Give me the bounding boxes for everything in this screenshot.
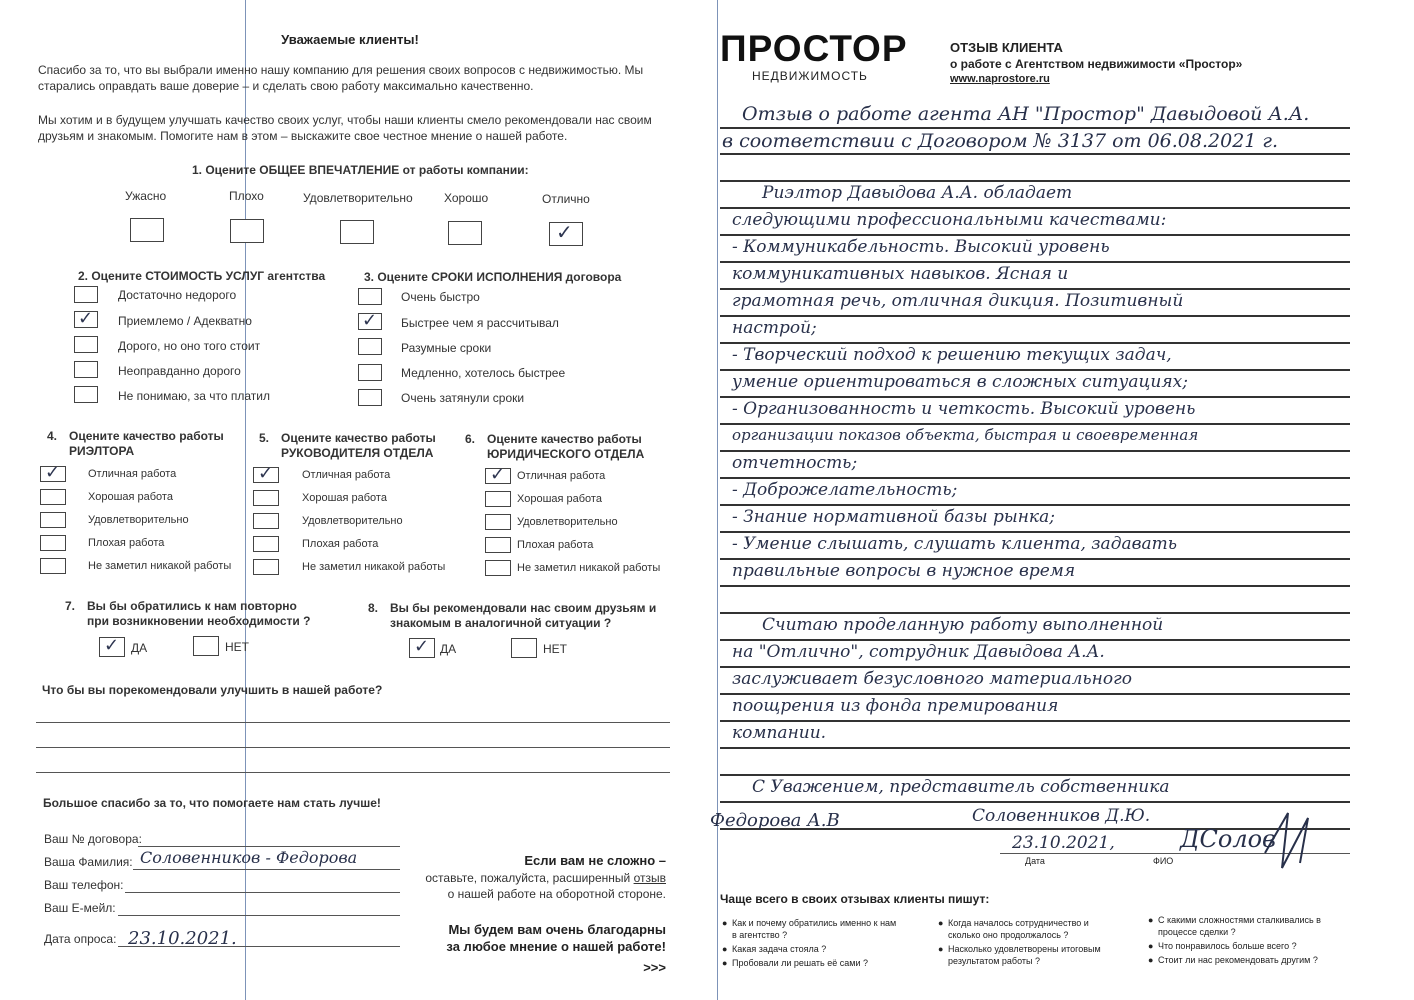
handwritten-line: С Уважением, представитель собственника: [752, 777, 1170, 797]
q8-title-line2: знакомым в аналогичной ситуации ?: [390, 616, 612, 630]
checkmark-icon: ✓: [45, 462, 61, 483]
footer-column: [722, 917, 902, 969]
q5-option-label: Плохая работа: [302, 538, 379, 550]
q5-title-line1: Оцените качество работы: [281, 431, 436, 445]
q5-option-label: Не заметил никакой работы: [302, 561, 446, 573]
q6-option-label: Хорошая работа: [517, 493, 602, 505]
survey-header: Уважаемые клиенты!: [281, 32, 419, 47]
q3-title: 3. Оцените СРОКИ ИСПОЛНЕНИЯ договора: [364, 270, 622, 284]
handwritten-line: настрой;: [732, 318, 817, 338]
ruled-line: [720, 693, 1350, 695]
ruled-line: [720, 288, 1350, 290]
ruled-line: [720, 207, 1350, 209]
handwritten-line: умение ориентироваться в сложных ситуациях;: [732, 372, 1188, 392]
handwritten-line: Соловенников Д.Ю.: [972, 806, 1151, 826]
q6-option-label: Удовлетворительно: [517, 516, 618, 528]
q4-title-line2: РИЭЛТОРА: [69, 444, 135, 458]
q4-option-label: Не заметил никакой работы: [88, 560, 232, 572]
ruled-line: [720, 342, 1350, 344]
review-subtitle: о работе с Агентством недвижимости «Простор»: [950, 57, 1243, 71]
ruled-line: [720, 612, 1350, 614]
surname-value: Соловенников - Федорова: [140, 848, 358, 867]
footer-item: ● Пробовали ли решать её сами ?: [722, 958, 868, 968]
ruled-line: [720, 774, 1350, 776]
footer-item: ● Что понравилось больше всего ?: [1148, 941, 1297, 951]
q2-option-label: Приемлемо / Адекватно: [118, 314, 252, 328]
q2-option-label: Достаточно недорого: [118, 288, 237, 302]
phone-field-label: Ваш телефон:: [44, 878, 124, 892]
checkmark-icon: ✓: [258, 463, 274, 484]
q5-title-line2: РУКОВОДИТЕЛЯ ОТДЕЛА: [281, 446, 434, 460]
checkmark-icon: ✓: [414, 636, 430, 657]
q6-option-label: Плохая работа: [517, 539, 594, 551]
q1-option-label: Ужасно: [125, 189, 167, 203]
q2-checkbox[interactable]: [74, 386, 98, 403]
q6-checkbox[interactable]: [485, 491, 511, 507]
note-line2: о нашей работе на оборотной стороне.: [447, 887, 666, 901]
q6-title-line2: ЮРИДИЧЕСКОГО ОТДЕЛА: [487, 447, 645, 461]
footer-title: Чаще всего в своих отзывах клиенты пишут:: [720, 892, 990, 906]
handwritten-line: заслуживает безусловного материального: [732, 669, 1132, 689]
answer-line[interactable]: [36, 722, 670, 723]
answer-line[interactable]: [36, 772, 670, 773]
ruled-line: [720, 153, 1350, 155]
phone-field[interactable]: [125, 892, 400, 893]
signature-image: ДСолов: [1180, 825, 1277, 853]
q6-option-label: Не заметил никакой работы: [517, 562, 661, 574]
bullet-icon: ●: [722, 918, 728, 928]
q5-option-label: Хорошая работа: [302, 492, 387, 504]
answer-line[interactable]: [36, 747, 670, 748]
bullet-icon: ●: [1148, 941, 1154, 951]
checkmark-icon: ✓: [556, 220, 573, 244]
intro-paragraph-1: Спасибо за то, что вы выбрали именно нашу компанию для решения своих вопросов с недвижимостью. Мы старались оправдать ваше доверие – и сделать свою работу максимально качественно.: [38, 63, 644, 93]
q4-checkbox[interactable]: [40, 512, 66, 528]
q7-yes-label: ДА: [131, 641, 148, 655]
footer-item: ● Стоит ли нас рекомендовать другим ?: [1148, 955, 1318, 965]
q2-checkbox[interactable]: [74, 361, 98, 378]
bullet-icon: ●: [1148, 915, 1154, 925]
ruled-line: [720, 558, 1350, 560]
q1-checkbox[interactable]: [340, 220, 374, 244]
ruled-line: [720, 396, 1350, 398]
q3-checkbox[interactable]: [358, 389, 382, 406]
footer-column: [938, 917, 1118, 967]
q4-option-label: Отличная работа: [88, 468, 177, 480]
handwritten-line: поощрения из фонда премирования: [732, 696, 1059, 716]
q4-option-label: Плохая работа: [88, 537, 165, 549]
bullet-icon: ●: [1148, 955, 1154, 965]
handwritten-line: организации показов объекта, быстрая и своевременная: [732, 426, 1199, 444]
handwritten-line: - Умение слышать, слушать клиента, задавать: [732, 534, 1178, 554]
ruled-line: [720, 369, 1350, 371]
ruled-line: [720, 531, 1350, 533]
handwritten-line: Отзыв о работе агента АН "Простор" Давыдовой А.А.: [742, 103, 1310, 125]
ruled-line: [720, 639, 1350, 641]
q1-option-label: Отлично: [542, 192, 590, 206]
q6-option-label: Отличная работа: [517, 470, 606, 482]
ruled-line: [720, 127, 1350, 129]
bullet-icon: ●: [938, 944, 944, 954]
q5-number: 5.: [259, 431, 270, 445]
q4-number: 4.: [47, 429, 58, 443]
ruled-line: [720, 504, 1350, 506]
q4-title-line1: Оцените качество работы: [69, 429, 224, 443]
bullet-icon: ●: [938, 918, 944, 928]
contract-field[interactable]: [138, 846, 400, 847]
handwritten-line: компании.: [732, 723, 827, 743]
q5-checkbox[interactable]: [253, 559, 279, 575]
bullet-icon: ●: [722, 944, 728, 954]
q8-title-line1: Вы бы рекомендовали нас своим друзьям и: [390, 601, 657, 615]
handwritten-line: - Организованность и четкость. Высокий уровень: [732, 399, 1196, 419]
footer-item: ● С какими сложностями сталкивались в процессе сделки ?: [1148, 915, 1321, 937]
q2-option-label: Дорого, но оно того стоит: [118, 339, 261, 353]
q4-checkbox[interactable]: [40, 489, 66, 505]
handwritten-line: в соответствии с Договором № 3137 от 06.08.2021 г.: [722, 130, 1279, 152]
thanks-text: Большое спасибо за то, что помогаете нам стать лучше!: [43, 796, 381, 810]
q1-checkbox[interactable]: [130, 218, 164, 242]
ruled-line: [720, 747, 1350, 749]
ruled-line: [720, 315, 1350, 317]
q5-option-label: Удовлетворительно: [302, 515, 403, 527]
review-page: [700, 0, 1414, 1000]
q1-title: 1. Оцените ОБЩЕЕ ВПЕЧАТЛЕНИЕ от работы компании:: [192, 163, 529, 177]
q5-checkbox[interactable]: [253, 536, 279, 552]
q1-checkbox[interactable]: [448, 221, 482, 245]
q6-title-line1: Оцените качество работы: [487, 432, 642, 446]
q6-checkbox[interactable]: [485, 537, 511, 553]
date-label: Дата: [1025, 856, 1045, 866]
grateful-line2: за любое мнение о нашей работе!: [446, 939, 666, 954]
q7-title-line2: при возникновении необходимости ?: [87, 614, 311, 628]
q8-no-checkbox[interactable]: [511, 638, 537, 658]
handwritten-line: следующими профессиональными качествами:: [732, 210, 1167, 230]
handwritten-line: - Знание нормативной базы рынка;: [732, 507, 1055, 527]
website-link[interactable]: www.naprostore.ru: [950, 73, 1050, 85]
surname-field-label: Ваша Фамилия:: [44, 855, 133, 869]
q2-checkbox[interactable]: [74, 336, 98, 353]
ruled-line: [720, 234, 1350, 236]
q4-option-label: Удовлетворительно: [88, 514, 189, 526]
q7-no-checkbox[interactable]: [193, 636, 219, 656]
email-field[interactable]: [118, 915, 400, 916]
q2-option-label: Не понимаю, за что платил: [118, 389, 271, 403]
handwritten-name: Федорова А.В: [710, 810, 840, 831]
q3-checkbox[interactable]: [358, 338, 382, 355]
q1-option-label: Удовлетворительно: [303, 191, 413, 205]
q1-checkbox[interactable]: [230, 219, 264, 243]
q5-checkbox[interactable]: [253, 513, 279, 529]
logo-sub: НЕДВИЖИМОСТЬ: [752, 69, 868, 83]
q1-option-label: Хорошо: [444, 191, 489, 205]
q6-number: 6.: [465, 432, 476, 446]
grateful-line1: Мы будем вам очень благодарны: [448, 922, 666, 937]
note-text: оставьте, пожалуйста, расширенный: [425, 871, 631, 885]
bullet-icon: ●: [722, 958, 728, 968]
q3-option-label: Быстрее чем я рассчитывал: [401, 316, 559, 330]
checkmark-icon: ✓: [104, 635, 120, 656]
q8-yes-label: ДА: [440, 642, 457, 656]
checkmark-icon: ✓: [78, 308, 94, 329]
handwritten-line: правильные вопросы в нужное время: [732, 561, 1076, 581]
improve-question: Что бы вы порекомендовали улучшить в нашей работе?: [42, 683, 383, 697]
footer-column: [1148, 914, 1328, 966]
q2-title: 2. Оцените СТОИМОСТЬ УСЛУГ агентства: [78, 269, 326, 283]
q8-no-label: НЕТ: [543, 642, 567, 656]
handwritten-line: на "Отлично", сотрудник Давыдова А.А.: [732, 642, 1105, 662]
handwritten-line: - Коммуникабельность. Высокий уровень: [732, 237, 1110, 257]
email-field-label: Ваш Е-мейл:: [44, 901, 116, 915]
review-link[interactable]: отзыв: [633, 871, 666, 885]
review-title: ОТЗЫВ КЛИЕНТА: [950, 40, 1063, 55]
handwritten-line: Считаю проделанную работу выполненной: [762, 615, 1164, 635]
checkmark-icon: ✓: [362, 310, 378, 331]
checkmark-icon: ✓: [490, 464, 506, 485]
ruled-line: [720, 423, 1350, 425]
q3-option-label: Очень быстро: [401, 290, 480, 304]
q1-option-label: Плохо: [229, 189, 264, 203]
ruled-line: [720, 450, 1350, 452]
handwritten-line: - Доброжелательность;: [732, 480, 958, 500]
next-page-arrows[interactable]: >>>: [643, 960, 666, 975]
q6-checkbox[interactable]: [485, 514, 511, 530]
ruled-line: [720, 720, 1350, 722]
intro-paragraph-2: Мы хотим и в будущем улучшать качество своих услуг, чтобы наши клиенты смело рекомендовали нас своим друзьям и знакомым. Помогите нам в этом – выскажите свое честное мнение о нашей работе.: [38, 113, 652, 143]
survey-page: [0, 0, 700, 1000]
ruled-line: [720, 180, 1350, 182]
q2-option-label: Неоправданно дорого: [118, 364, 241, 378]
q7-no-label: НЕТ: [225, 640, 249, 654]
handwritten-line: коммуникативных навыков. Ясная и: [732, 264, 1069, 284]
ruled-line: [720, 585, 1350, 587]
q3-checkbox[interactable]: [358, 364, 382, 381]
note-title: Если вам не сложно –: [524, 853, 666, 868]
q5-checkbox[interactable]: [253, 490, 279, 506]
ruled-line: [720, 801, 1350, 803]
footer-item: ● Когда началось сотрудничество и сколько оно продолжалось ?: [938, 918, 1089, 940]
fio-label: ФИО: [1153, 856, 1174, 866]
handwritten-line: грамотная речь, отличная дикция. Позитивный: [732, 291, 1184, 311]
footer-item: ● Как и почему обратились именно к нам в агентство ?: [722, 918, 897, 940]
q4-checkbox[interactable]: [40, 558, 66, 574]
q3-option-label: Очень затянули сроки: [401, 391, 525, 405]
date-value: 23.10.2021.: [128, 928, 237, 949]
handwritten-date: 23.10.2021,: [1012, 833, 1115, 853]
date-field-label: Дата опроса:: [44, 932, 117, 946]
handwritten-line: Риэлтор Давыдова А.А. обладает: [762, 183, 1073, 203]
logo-main: ПРОСТОР: [720, 28, 908, 69]
footer-item: ● Насколько удовлетворены итоговым результатом работы ?: [938, 944, 1101, 966]
q3-option-label: Медленно, хотелось быстрее: [401, 366, 566, 380]
scan-margin-line: [717, 0, 718, 1000]
handwritten-line: - Творческий подход к решению текущих задач,: [732, 345, 1172, 365]
q4-checkbox[interactable]: [40, 535, 66, 551]
q7-title-line1: Вы бы обратились к нам повторно: [87, 599, 297, 613]
q4-option-label: Хорошая работа: [88, 491, 173, 503]
q3-option-label: Разумные сроки: [401, 341, 492, 355]
ruled-line: [720, 666, 1350, 668]
surname-field[interactable]: [133, 869, 400, 870]
q5-option-label: Отличная работа: [302, 469, 391, 481]
ruled-line: [720, 261, 1350, 263]
contract-field-label: Ваш № договора:: [44, 832, 142, 846]
q2-checkbox[interactable]: [74, 286, 98, 303]
signature-flourish: [1260, 808, 1320, 878]
note-line1: [410, 870, 666, 886]
footer-item: ● Какая задача стояла ?: [722, 944, 827, 954]
q8-number: 8.: [368, 601, 379, 615]
q7-number: 7.: [65, 599, 76, 613]
q6-checkbox[interactable]: [485, 560, 511, 576]
handwritten-line: отчетность;: [732, 453, 858, 473]
ruled-line: [720, 477, 1350, 479]
q3-checkbox[interactable]: [358, 288, 382, 305]
